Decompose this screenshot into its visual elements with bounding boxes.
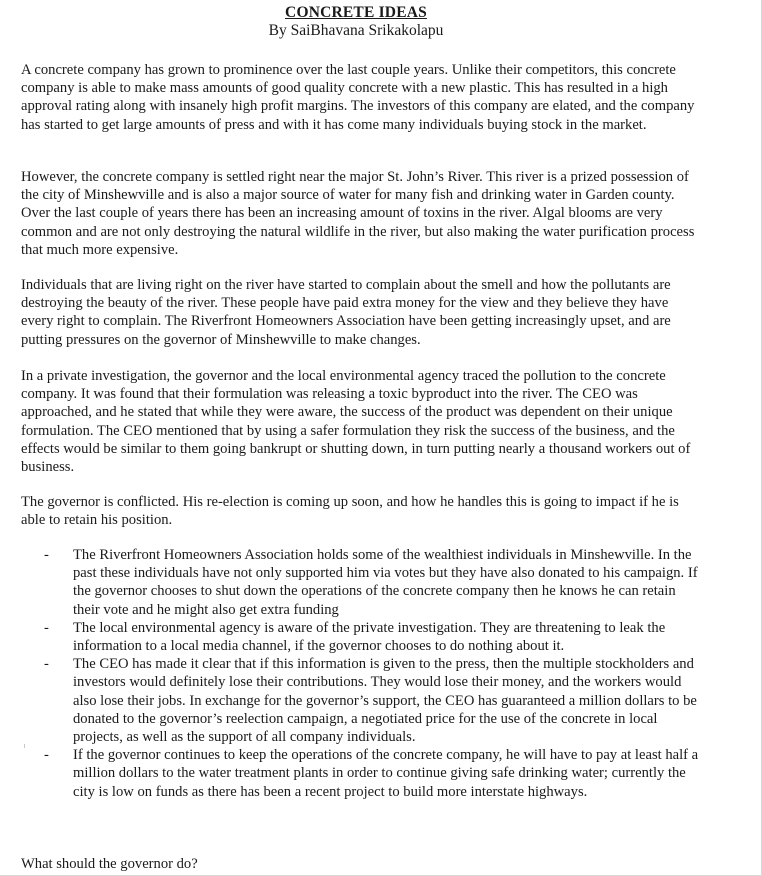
paragraph-river: However, the concrete company is settled right near the major St. John’s River. This river is a prized possession of the city of Minshewville and is also a major source of water for many fish and drinking water in Garden county. Over the last couple of years there has been an increasing amount of toxins in the river. Algal blooms are very common and are not only destroying the natural wildlife in the river, but also making the water purification process that much more expensive. (21, 169, 695, 258)
paragraph-residents: Individuals that are living right on the river have started to complain about the smell and how the pollutants are destroying the beauty of the river. These people have paid extra money for the view and they believe they have every right to complain. The Riverfront Homeowners Association have been getting increasingly upset, and are putting pressures on the governor of Minshewville to make changes. (21, 277, 671, 348)
bullet-text-agency: The local environmental agency is aware of the private investigation. They are threatening to leak the information to a local media channel, if the governor chooses to do nothing about it. (73, 619, 666, 655)
list-item (0, 746, 703, 801)
list-item (0, 655, 703, 746)
bullet-dash: - (44, 547, 49, 563)
bullet-list (0, 546, 762, 801)
document-title: CONCRETE IDEAS (285, 4, 427, 21)
scan-speck (24, 744, 25, 748)
paragraph-investigation: In a private investigation, the governor and the local environmental agency traced the pollution to the concrete company. It was found that their formulation was releasing a toxic byproduct into the river. The CEO was approached, and he stated that while they were aware, the success of the product was dependent on their unique formulation. The CEO mentioned that by using a safer formulation they risk the success of the business, and the effects would be similar to them going bankrupt or shutting down, in turn putting nearly a thousand workers out of business. (21, 368, 691, 476)
list-item (0, 546, 703, 619)
bullet-dash: - (44, 619, 49, 636)
bullet-text-homeowners: The Riverfront Homeowners Association holds some of the wealthiest individuals in Minshewville. In the past these individuals have not only supported him via votes but they have also donated to his campaign. If the governor chooses to shut down the operations of the concrete company then he knows he can retain their vote and he might also get extra funding (73, 547, 698, 618)
paragraph-conflict: The governor is conflicted. His re-election is coming up soon, and how he handles this is going to impact if he is able to retain his position. (21, 494, 679, 529)
list-item (0, 619, 703, 655)
bullet-text-operations: If the governor continues to keep the operations of the concrete company, he will have to pay at least half a million dollars to the water treatment plants in order to continue giving safe drinking water; currently the city is low on funds as there has been a recent project to build more interstate highways. (73, 747, 699, 800)
bullet-dash: - (44, 656, 49, 673)
closing-question: What should the governor do? (21, 856, 198, 872)
paragraph-intro: A concrete company has grown to prominence over the last couple years. Unlike their competitors, this concrete company is able to make mass amounts of good quality concrete with a new plastic. This has resulted in a high approval rating along with insanely high profit margins. The investors of this company are elated, and the company has started to get large amounts of press and with it has come many individuals buying stock in the market. (21, 62, 695, 133)
document-byline: By SaiBhavana Srikakolapu (268, 22, 444, 39)
bullet-dash: - (44, 747, 49, 764)
bullet-text-ceo: The CEO has made it clear that if this information is given to the press, then the multiple stockholders and investors would definitely lose their contributions. They would lose their money, and the workers would also lose their jobs. In exchange for the governor’s support, the CEO has guaranteed a million dollars to be donated to the governor’s reelection campaign, a negotiated price for the use of the concrete in local projects, as well as the support of all company individuals. (73, 656, 697, 746)
